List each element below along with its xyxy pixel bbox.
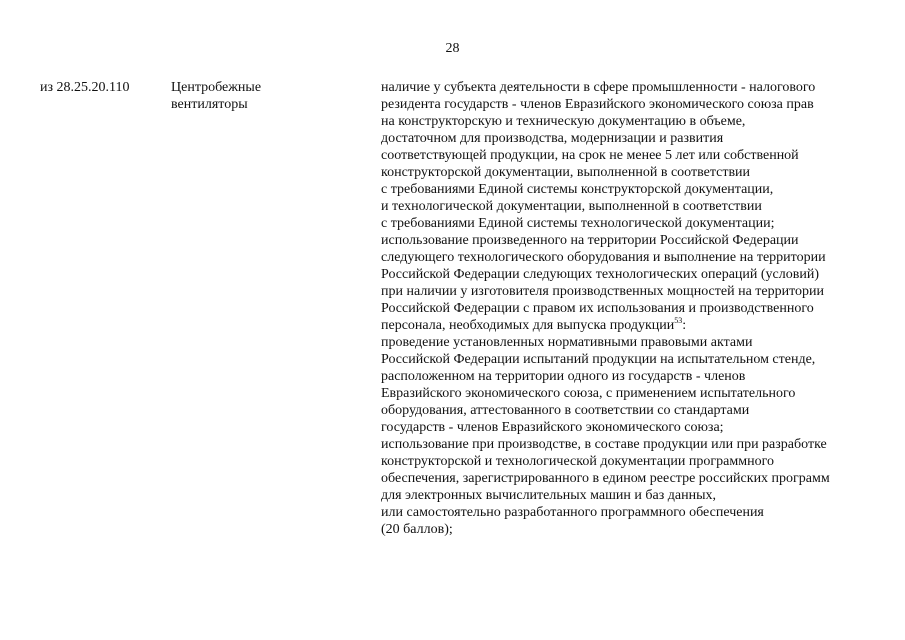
requirement-line: Российской Федерации с правом их использования и производственного [381,301,814,316]
requirement-line: использование произведенного на территории Российской Федерации [381,233,799,248]
requirement-line: (20 баллов); [381,522,453,537]
requirement-line: с требованиями Единой системы конструкторской документации, [381,182,774,197]
requirement-line: или самостоятельно разработанного программного обеспечения [381,505,764,520]
requirement-line: резидента государств - членов Евразийского экономического союза прав [381,97,814,112]
requirement-line: использование при производстве, в составе продукции или при разработке [381,437,827,452]
product-name-line: Центробежные [171,80,262,95]
requirement-line: государств - членов Евразийского экономического союза; [381,420,724,435]
requirement-line: обеспечения, зарегистрированного в едином реестре российских программ [381,471,830,486]
requirement-line: Российской Федерации испытаний продукции на испытательном стенде, [381,352,816,367]
requirement-line: следующего технологического оборудования и выполнение на территории [381,250,826,265]
footnote-reference[interactable]: 53 [674,316,683,325]
requirement-line-with-footnote [381,317,881,334]
product-name-line: вентиляторы [171,97,248,112]
requirement-line: Российской Федерации следующих технологических операций (условий) [381,267,819,282]
requirement-line: и технологической документации, выполненной в соответствии [381,199,762,214]
requirement-line: на конструкторскую и техническую документацию в объеме, [381,114,746,129]
requirement-line: проведение установленных нормативными правовыми актами [381,335,753,350]
requirements-text [381,79,881,538]
requirement-line: для электронных вычислительных машин и баз данных, [381,488,716,503]
requirement-line: с требованиями Единой системы технологической документации; [381,216,775,231]
requirement-line: соответствующей продукции, на срок не менее 5 лет или собственной [381,148,799,163]
requirement-line: оборудования, аттестованного в соответствии со стандартами [381,403,750,418]
requirement-line-text: персонала, необходимых для выпуска продукции [381,318,675,333]
requirement-line: наличие у субъекта деятельности в сфере промышленности - налогового [381,80,816,95]
requirement-line: расположенном на территории одного из государств - членов [381,369,746,384]
product-name [171,79,351,113]
requirement-line-punctuation: : [682,318,687,333]
requirement-line: достаточном для производства, модернизации и развития [381,131,724,146]
requirement-line: конструкторской и технологической документации программного [381,454,774,469]
requirement-line: конструкторской документации, выполненной в соответствии [381,165,751,180]
page-number: 28 [445,41,460,56]
product-code: из 28.25.20.110 [40,80,130,95]
requirement-line: при наличии у изготовителя производственных мощностей на территории [381,284,825,299]
requirement-line: Евразийского экономического союза, с применением испытательного [381,386,796,401]
